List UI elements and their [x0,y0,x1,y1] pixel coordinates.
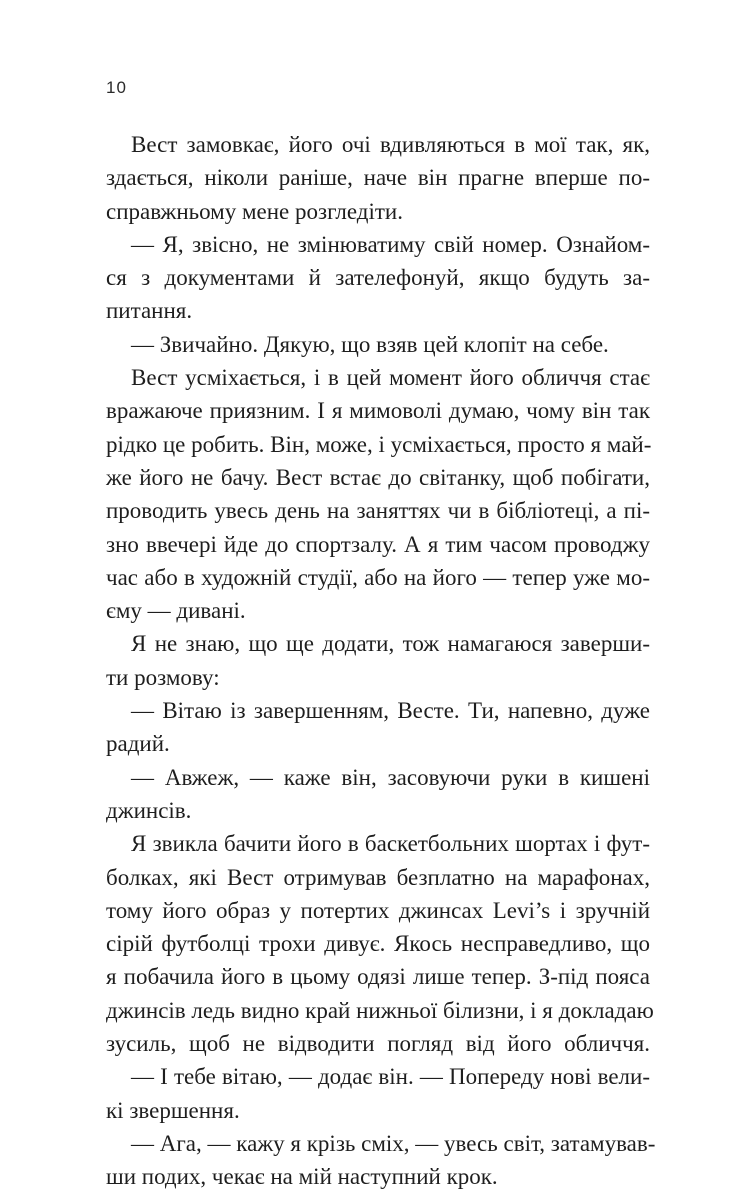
text-line: рідко це робить. Він, може, і усміхається, просто я май- [106,431,652,457]
text-line: — Звичайно. Дякую, що взяв цей клопіт на себе. [131,331,609,357]
text-line: Вест замовкає, його очі вдивляються в мої так, як, [131,132,650,157]
text-line: болках, які Вест отримував безплатно на марафонах, [106,864,650,890]
text-line: ся з документами й зателефонуй, якщо будуть за- [106,265,650,291]
body-text [106,128,656,1194]
text-line: питання. [106,298,193,324]
text-line: Я не знаю, що ще додати, тож намагаюся заверши- [131,631,650,657]
text-line: ти розмову: [106,664,220,690]
page-number: 10 [106,78,127,97]
text-line: радий. [106,731,170,757]
text-line: же його не бачу. Вест встає до світанку, щоб побігати, [106,464,650,490]
text-line: — Авжеж, — каже він, засовуючи руки в кишені [131,764,650,790]
text-line: справжньому мене розгледіти. [106,198,403,224]
text-line: єму — дивані. [106,598,246,624]
text-line: зно ввечері йде до спортзалу. А я тим часом проводжу [106,531,650,557]
text-line: кі звершення. [106,1097,240,1123]
text-line: я побачила його в цьому одязі лише тепер. З-під пояса [106,964,650,990]
text-line: тому його образ у потертих джинсах Levi’s і зручній [106,897,650,923]
text-line: — Вітаю із завершенням, Весте. Ти, напевно, дуже [131,698,650,724]
text-line: джинсів ледь видно край нижньої білизни, і я докладаю [106,997,654,1023]
text-line: сірій футболці трохи дивує. Якось несправедливо, що [106,931,650,957]
text-line: зусиль, щоб не відводити погляд від його обличчя. [106,1031,650,1057]
text-line: джинсів. [106,797,192,823]
text-line: — І тебе вітаю, — додає він. — Попереду нові вели- [131,1064,650,1090]
text-line: здається, ніколи раніше, наче він прагне вперше по- [106,165,650,191]
text-line: вражаюче приязним. І я мимоволі думаю, чому він так [106,398,650,424]
text-line: — Ага, — кажу я крізь сміх, — увесь світ, затамував- [131,1130,656,1156]
text-line: — Я, звісно, не змінюватиму свій номер. Ознайом- [131,231,650,257]
text-line: ши подих, чекає на мій наступний крок. [106,1164,498,1190]
text-line: час або в художній студії, або на його — тепер уже мо- [106,564,650,590]
text-line: Вест усміхається, і в цей момент його обличчя стає [131,365,650,391]
text-line: проводить увесь день на заняттях чи в бібліотеці, а пі- [106,498,650,524]
text-line: Я звикла бачити його в баскетбольних шортах і фут- [131,831,650,857]
